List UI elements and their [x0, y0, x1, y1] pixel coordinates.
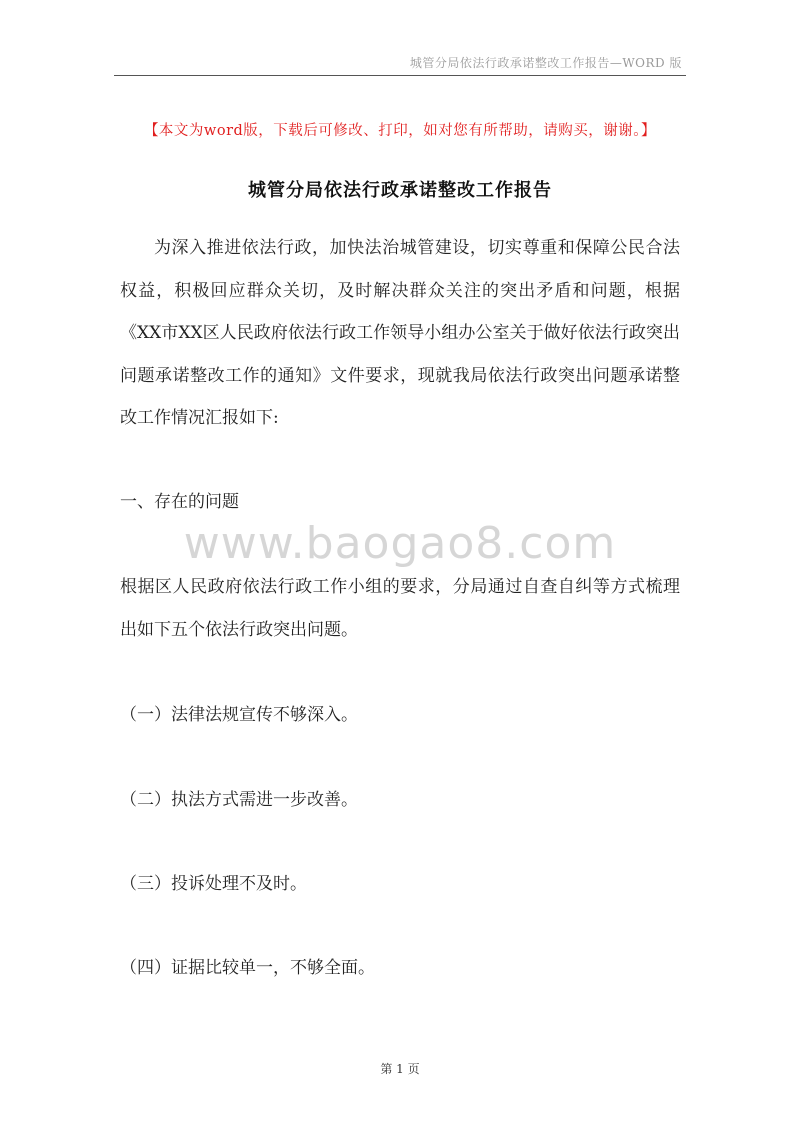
- section-paragraph: 根据区人民政府依法行政工作小组的要求，分局通过自查自纠等方式梳理出如下五个依法行政突出问题。: [120, 577, 680, 640]
- list-item: （三）投诉处理不及时。: [120, 874, 307, 894]
- section-heading: 一、存在的问题: [120, 492, 239, 512]
- list-item: （一）法律法规宣传不够深入。: [120, 705, 358, 725]
- page-header-text: 城管分局依法行政承诺整改工作报告—WORD 版: [409, 56, 682, 70]
- download-notice: 【本文为word版，下载后可修改、打印，如对您有所帮助，请购买，谢谢。】: [143, 123, 657, 139]
- header-divider: [114, 75, 686, 76]
- watermark: www.baogao8.com: [183, 518, 617, 569]
- page-number: 第 1 页: [380, 1062, 420, 1076]
- list-item: （二）执法方式需进一步改善。: [120, 790, 358, 810]
- document-title: 城管分局依法行政承诺整改工作报告: [248, 180, 552, 201]
- list-item: （四）证据比较单一，不够全面。: [120, 958, 375, 978]
- intro-paragraph: 为深入推进依法行政，加快法治城管建设，切实尊重和保障公民合法权益，积极回应群众关切，及时解决群众关注的突出矛盾和问题，根据《XX市XX区人民政府依法行政工作领导小组办公室关于做好依法行政突出问题承诺整改工作的通知》文件要求，现就我局依法行政突出问题承诺整改工作情况汇报如下:: [120, 238, 680, 428]
